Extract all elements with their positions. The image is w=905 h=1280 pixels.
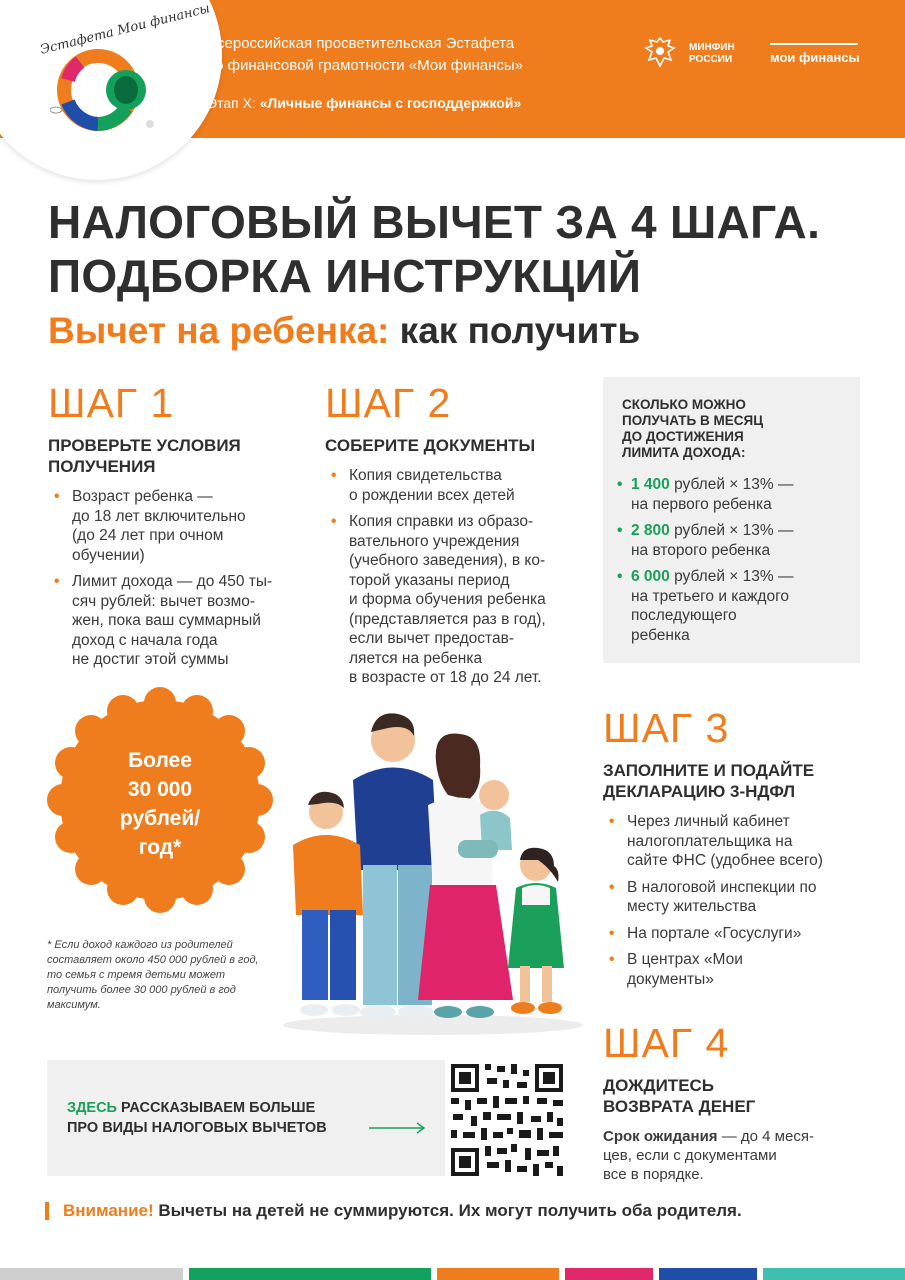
- step-2-subheading: СОБЕРИТЕ ДОКУМЕНТЫ: [325, 436, 536, 455]
- bottom-stripe-pink: [565, 1268, 653, 1280]
- step-2-heading: ШАГ 2: [325, 380, 452, 426]
- list-item: • В налоговой инспекции по месту жительства: [603, 878, 868, 917]
- bottom-stripe-green: [189, 1268, 431, 1280]
- bottom-stripe-grey: [0, 1268, 183, 1280]
- step-4-section: [603, 1020, 863, 1184]
- relay-logo-icon: [50, 40, 160, 140]
- minfin-label: МИНФИН РОССИИ: [689, 42, 735, 65]
- list-item: • Возраст ребенка — до 18 лет включительно (до 24 лет при очном обучении): [48, 487, 308, 565]
- limits-box: [603, 377, 860, 663]
- list-item: • Через личный кабинет налогоплательщика на сайте ФНС (удобнее всего): [603, 812, 868, 871]
- header-line-1: Всероссийская просветительская Эстафета: [207, 35, 515, 52]
- step-4-heading: ШАГ 4: [603, 1020, 730, 1066]
- bottom-stripe-orange: [437, 1268, 559, 1280]
- step-2-section: [325, 380, 585, 695]
- list-item: • В центрах «Мои документы»: [603, 950, 868, 989]
- step-4-subheading: ДОЖДИТЕСЬ ВОЗВРАТА ДЕНЕГ: [603, 1076, 756, 1116]
- step-1-subheading: ПРОВЕРЬТЕ УСЛОВИЯ ПОЛУЧЕНИЯ: [48, 436, 241, 476]
- qr-code[interactable]: [445, 1058, 569, 1182]
- promo-box: [47, 1060, 447, 1176]
- list-item: • 6 000 рублей × 13% — на третьего и каждого последующего ребенка: [613, 567, 860, 645]
- header-stage: Этап X: «Личные финансы с господдержкой»: [207, 95, 522, 111]
- step-3-heading: ШАГ 3: [603, 705, 730, 751]
- step-1-section: [48, 380, 308, 677]
- arrow-right-icon: [369, 1122, 427, 1134]
- badge-amount: Более 30 000 рублей/ год*: [119, 749, 201, 859]
- attention-marker: [45, 1202, 49, 1220]
- eagle-emblem-icon: [640, 32, 680, 72]
- list-item: • Копия справки из образо- вательного учреждения (учебного заведения), в ко- торой указаны период и форма обучения ребенка (представляется раз в год), если вычет предостав- ляется на ребенка в возрасте от 18 до 24 лет.: [325, 512, 585, 688]
- attention-note: Внимание! Вычеты на детей не суммируются. Их могут получить оба родителя.: [63, 1201, 742, 1220]
- brand-logo: мои финансы: [770, 50, 860, 65]
- list-item: • 1 400 рублей × 13% — на первого ребенка: [613, 475, 860, 514]
- step-1-heading: ШАГ 1: [48, 380, 175, 426]
- footnote: * Если доход каждого из родителей составляет около 450 000 рублей в год, то семья с тремя детьми может получить более 30 000 рублей в год максимум.: [47, 939, 259, 1011]
- step-3-subheading: ЗАПОЛНИТЕ И ПОДАЙТЕ ДЕКЛАРАЦИЮ 3-НДФЛ: [603, 761, 815, 801]
- brand-rule: [770, 43, 858, 45]
- list-item: • На портале «Госуслуги»: [603, 924, 868, 944]
- step-3-section: [603, 705, 868, 996]
- list-item: • Лимит дохода — до 450 ты- сяч рублей: вычет возмо- жен, пока ваш суммарный доход с начала года не достиг этой суммы: [48, 572, 308, 670]
- relay-logo-text: Эстафета Мои финансы: [38, 1, 212, 58]
- promo-link-text[interactable]: ЗДЕСЬ РАССКАЗЫВАЕМ БОЛЬШЕ ПРО ВИДЫ НАЛОГОВЫХ ВЫЧЕТОВ: [67, 1100, 327, 1136]
- limits-title: СКОЛЬКО МОЖНО ПОЛУЧАТЬ В МЕСЯЦ ДО ДОСТИЖЕНИЯ ЛИМИТА ДОХОДА:: [622, 397, 764, 460]
- page-title: НАЛОГОВЫЙ ВЫЧЕТ ЗА 4 ШАГА. ПОДБОРКА ИНСТРУКЦИЙ: [48, 196, 821, 302]
- list-item: • Копия свидетельства о рождении всех детей: [325, 466, 585, 505]
- page-subtitle: Вычет на ребенка: как получить: [48, 310, 641, 351]
- bottom-stripe-teal: [763, 1268, 905, 1280]
- step-4-text: Срок ожидания — до 4 меся- цев, если с документами все в порядке.: [603, 1128, 814, 1183]
- header-line-2: по финансовой грамотности «Мои финансы»: [207, 57, 524, 74]
- list-item: • 2 800 рублей × 13% — на второго ребенка: [613, 521, 860, 560]
- family-illustration: [268, 700, 598, 1040]
- bottom-stripe-blue: [659, 1268, 757, 1280]
